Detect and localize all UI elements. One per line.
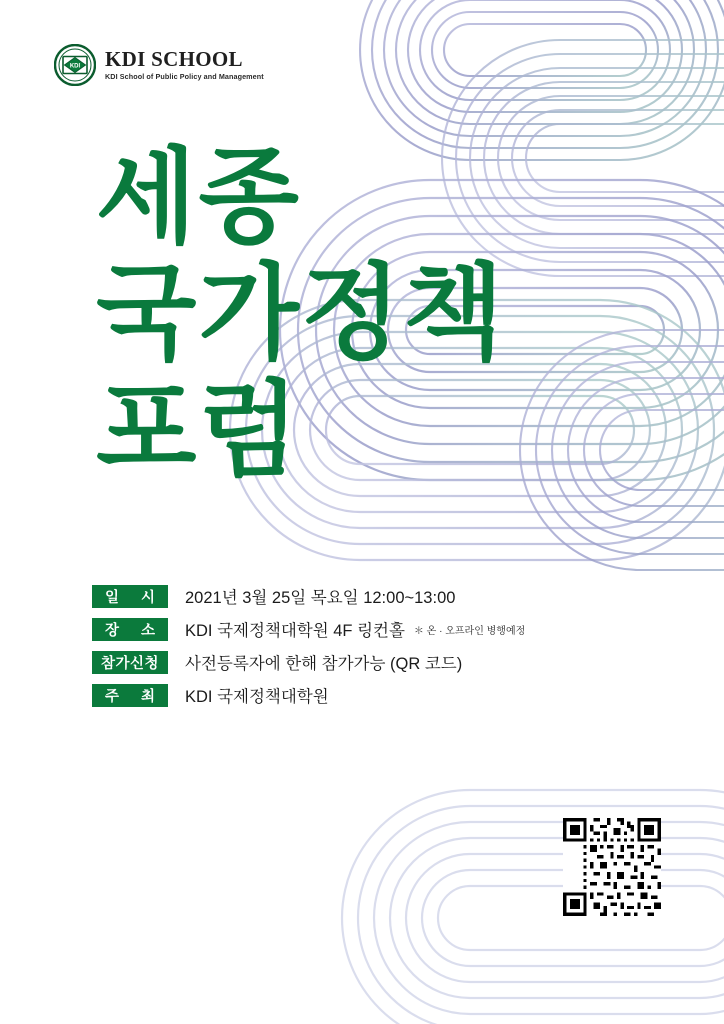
info-label-host: 주 최 xyxy=(92,684,168,707)
info-label-venue: 장 소 xyxy=(92,618,168,641)
info-value-registration: 사전등록자에 한해 참가가능 (QR 코드) xyxy=(185,655,463,673)
info-value-venue: KDI 국제정책대학원 4F 링컨홀 xyxy=(185,622,405,640)
info-value-datetime: 2021년 3월 25일 목요일 12:00~13:00 xyxy=(185,589,456,607)
info-label-registration: 참가신청 xyxy=(92,651,168,674)
svg-text:KDI: KDI xyxy=(69,63,81,70)
kdi-school-logo xyxy=(54,44,264,86)
kdi-emblem-icon xyxy=(54,44,96,86)
info-row xyxy=(92,584,525,608)
info-row xyxy=(92,617,525,641)
info-row xyxy=(92,683,525,707)
qr-code[interactable] xyxy=(563,818,661,916)
info-value-host: KDI 국제정책대학원 xyxy=(185,688,329,706)
poster-title xyxy=(96,140,506,489)
title-line-1: 세종 xyxy=(96,140,301,256)
info-row xyxy=(92,650,525,674)
title-line-2: 국가정책 xyxy=(96,256,506,373)
qr-code-icon xyxy=(563,818,661,916)
event-info-table xyxy=(92,584,525,716)
info-note-venue: ＊ 온 · 오프라인 병행예정 xyxy=(413,625,526,637)
info-label-datetime: 일 시 xyxy=(92,585,168,608)
title-line-3: 포럼 xyxy=(96,372,301,489)
logo-title: KDI SCHOOL xyxy=(105,47,243,72)
logo-subtitle: KDI School of Public Policy and Management xyxy=(105,72,264,82)
